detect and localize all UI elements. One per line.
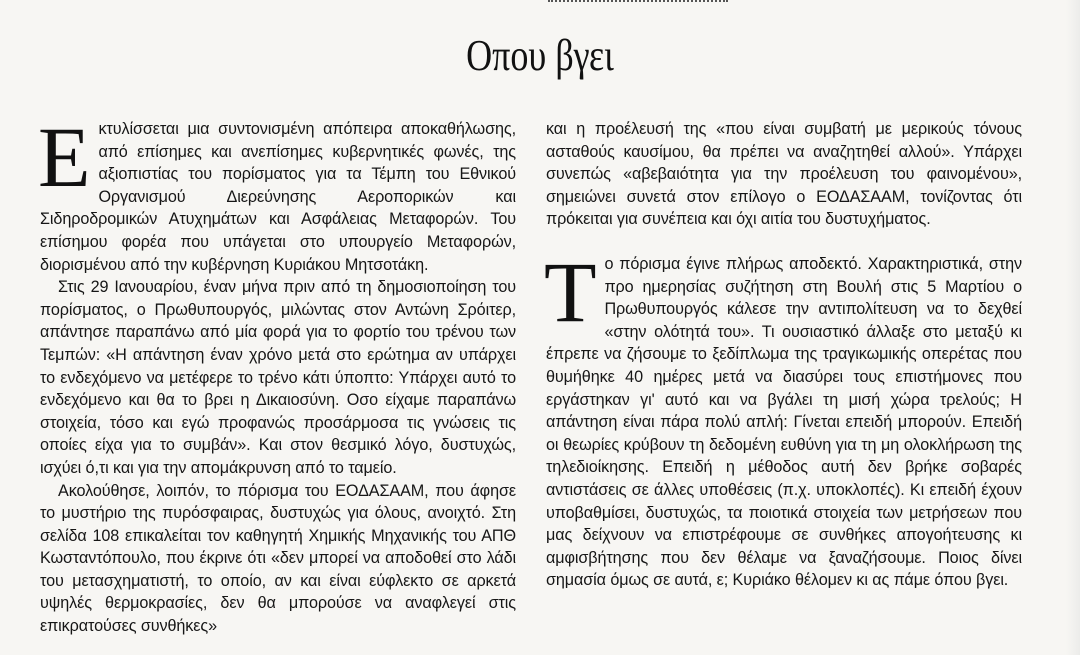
paragraph-3: Ακολούθησε, λοιπόν, το πόρισμα του ΕΟΔΑΣΑΑΜ, που άφησε το μυστήριο της πυρόσφαιρας, δυστυχώς για όλους, ανοιχτό. Στη σελίδα 108 επικαλείται τον καθηγητή Χημικής Μηχανικής του ΑΠΘ Κωσταντόπουλο, που έκρινε ότι «δεν μπορεί να αποδοθεί στο λάδι του μετασχηματιστή, το οποίο, αν και είναι εύφλεκτο σε αρκετά υψηλές θερμοκρασίες, δεν θα μπορούσε να αναφλεγεί στις επικρατούσες συνθήκες»	[40, 481, 516, 636]
paragraph-4: και η προέλευσή της «που είναι συμβατή με μερικούς τόνους ασταθούς καυσίμου, θα πρέπει να αναζητηθεί αλλού». Υπάρχει συνεπώς «αβεβαιότητα για την προέλευση του φαινομένου», σημειώνει συνετά στον επίλογο ο ΕΟΔΑΣΑΑΜ, τονίζοντας ότι πρόκειται για συνέπεια και όχι αιτία του δυστυχήματος.	[546, 120, 1022, 229]
paragraph-1-text: κτυλίσσεται μια συντονισμένη απόπειρα αποκαθήλωσης, από επίσημες και ανεπίσημες κυβερνητικές φωνές, της αξιοπιστίας του πορίσματος για τα Τέμπη του Εθνικού Οργανισμού Διερεύνησης Αεροπορικών και Σιδηροδρομικών Ατυχημάτων και Ασφάλειας Μεταφορών. Του επίσημου φορέα που υπάγεται στο υπουργείο Μεταφορών, διορισμένου από την κυβέρνηση Κυριάκου Μητσοτάκη.	[40, 120, 516, 274]
paragraph-1	[38, 109, 516, 276]
article-column-right	[546, 118, 1022, 592]
article-column-left	[38, 109, 516, 638]
paragraph-5-text: ο πόρισμα έγινε πλήρως αποδεκτό. Χαρακτηριστικά, στην προ ημερησίας συζήτηση στη Βουλή στις 5 Μαρτίου ο Πρωθυπουργός κάλεσε την αντιπολίτευση να το δεχθεί «στην ολότητά του». Τι ουσιαστικό άλλαξε στο μεταξύ κι έπρεπε να ζήσουμε το ξεδίπλωμα της τραγικωμικής οπερέτας που θυμήθηκε 40 ημέρες μετά να διασύρει τους επιστήμονες που εργάστηκαν γι' αυτό και να βγάλει τη μισή χώρα τρελούς; Η απάντηση είναι πάρα πολύ απλή: Γίνεται επειδή μπορούν. Επειδή οι θεωρίες κρύβουν τη δεδομένη ευθύνη για τη μη ολοκλήρωση της τηλεδιοίκησης. Επειδή η μέθοδος αυτή δεν βρήκε σοβαρές αντιστάσεις σε άλλες υποθέσεις (π.χ. υποκλοπές). Κι επειδή έχουν υποβαθμίσει, δυστυχώς, τα ποιοτικά στοιχεία των μετρήσεων που μας δείχνουν να επιστρέφουμε σε συνθήκες απογοήτευσης κι αμφισβήτησης που δεν θέλαμε να ξαναζήσουμε. Ποιος δίνει σημασία όμως σε αυτά, ε; Κυριάκο θέλομεν κι ας πάμε όπου βγει.	[546, 254, 1022, 590]
drop-cap: Τ	[544, 243, 597, 340]
page-edge-shadow	[1066, 0, 1080, 655]
paragraph-5	[544, 243, 1022, 592]
article-title: Οπου βγει	[466, 31, 614, 80]
drop-cap: Ε	[38, 109, 91, 205]
paragraph-2: Στις 29 Ιανουαρίου, έναν μήνα πριν από τη δημοσιοποίηση του πορίσματος, ο Πρωθυπουργός, μιλώντας στον Αντώνη Σρόιτερ, απάντησε παραπάνω από μία φορά για το φορτίο του τρένου των Τεμπών: «Η απάντηση έναν χρόνο μετά στο ερώτημα αν υπάρχει το ενδεχόμενο να μετέφερε το τρένο κάτι ύποπτο: Υπάρχει αυτό το ενδεχόμενο και θα το βρει η Δικαιοσύνη. Οσο είχαμε παραπάνω στοιχεία, τόσο και εγώ προφανώς προσάρμοσα τις γνώσεις τις οποίες είχα για το συμβάν». Και στον θεσμικό λόγο, δυστυχώς, ισχύει ό,τι και για την απομάκρυνση από το ταμείο.	[40, 278, 516, 477]
clipped-header-edge	[548, 0, 728, 6]
